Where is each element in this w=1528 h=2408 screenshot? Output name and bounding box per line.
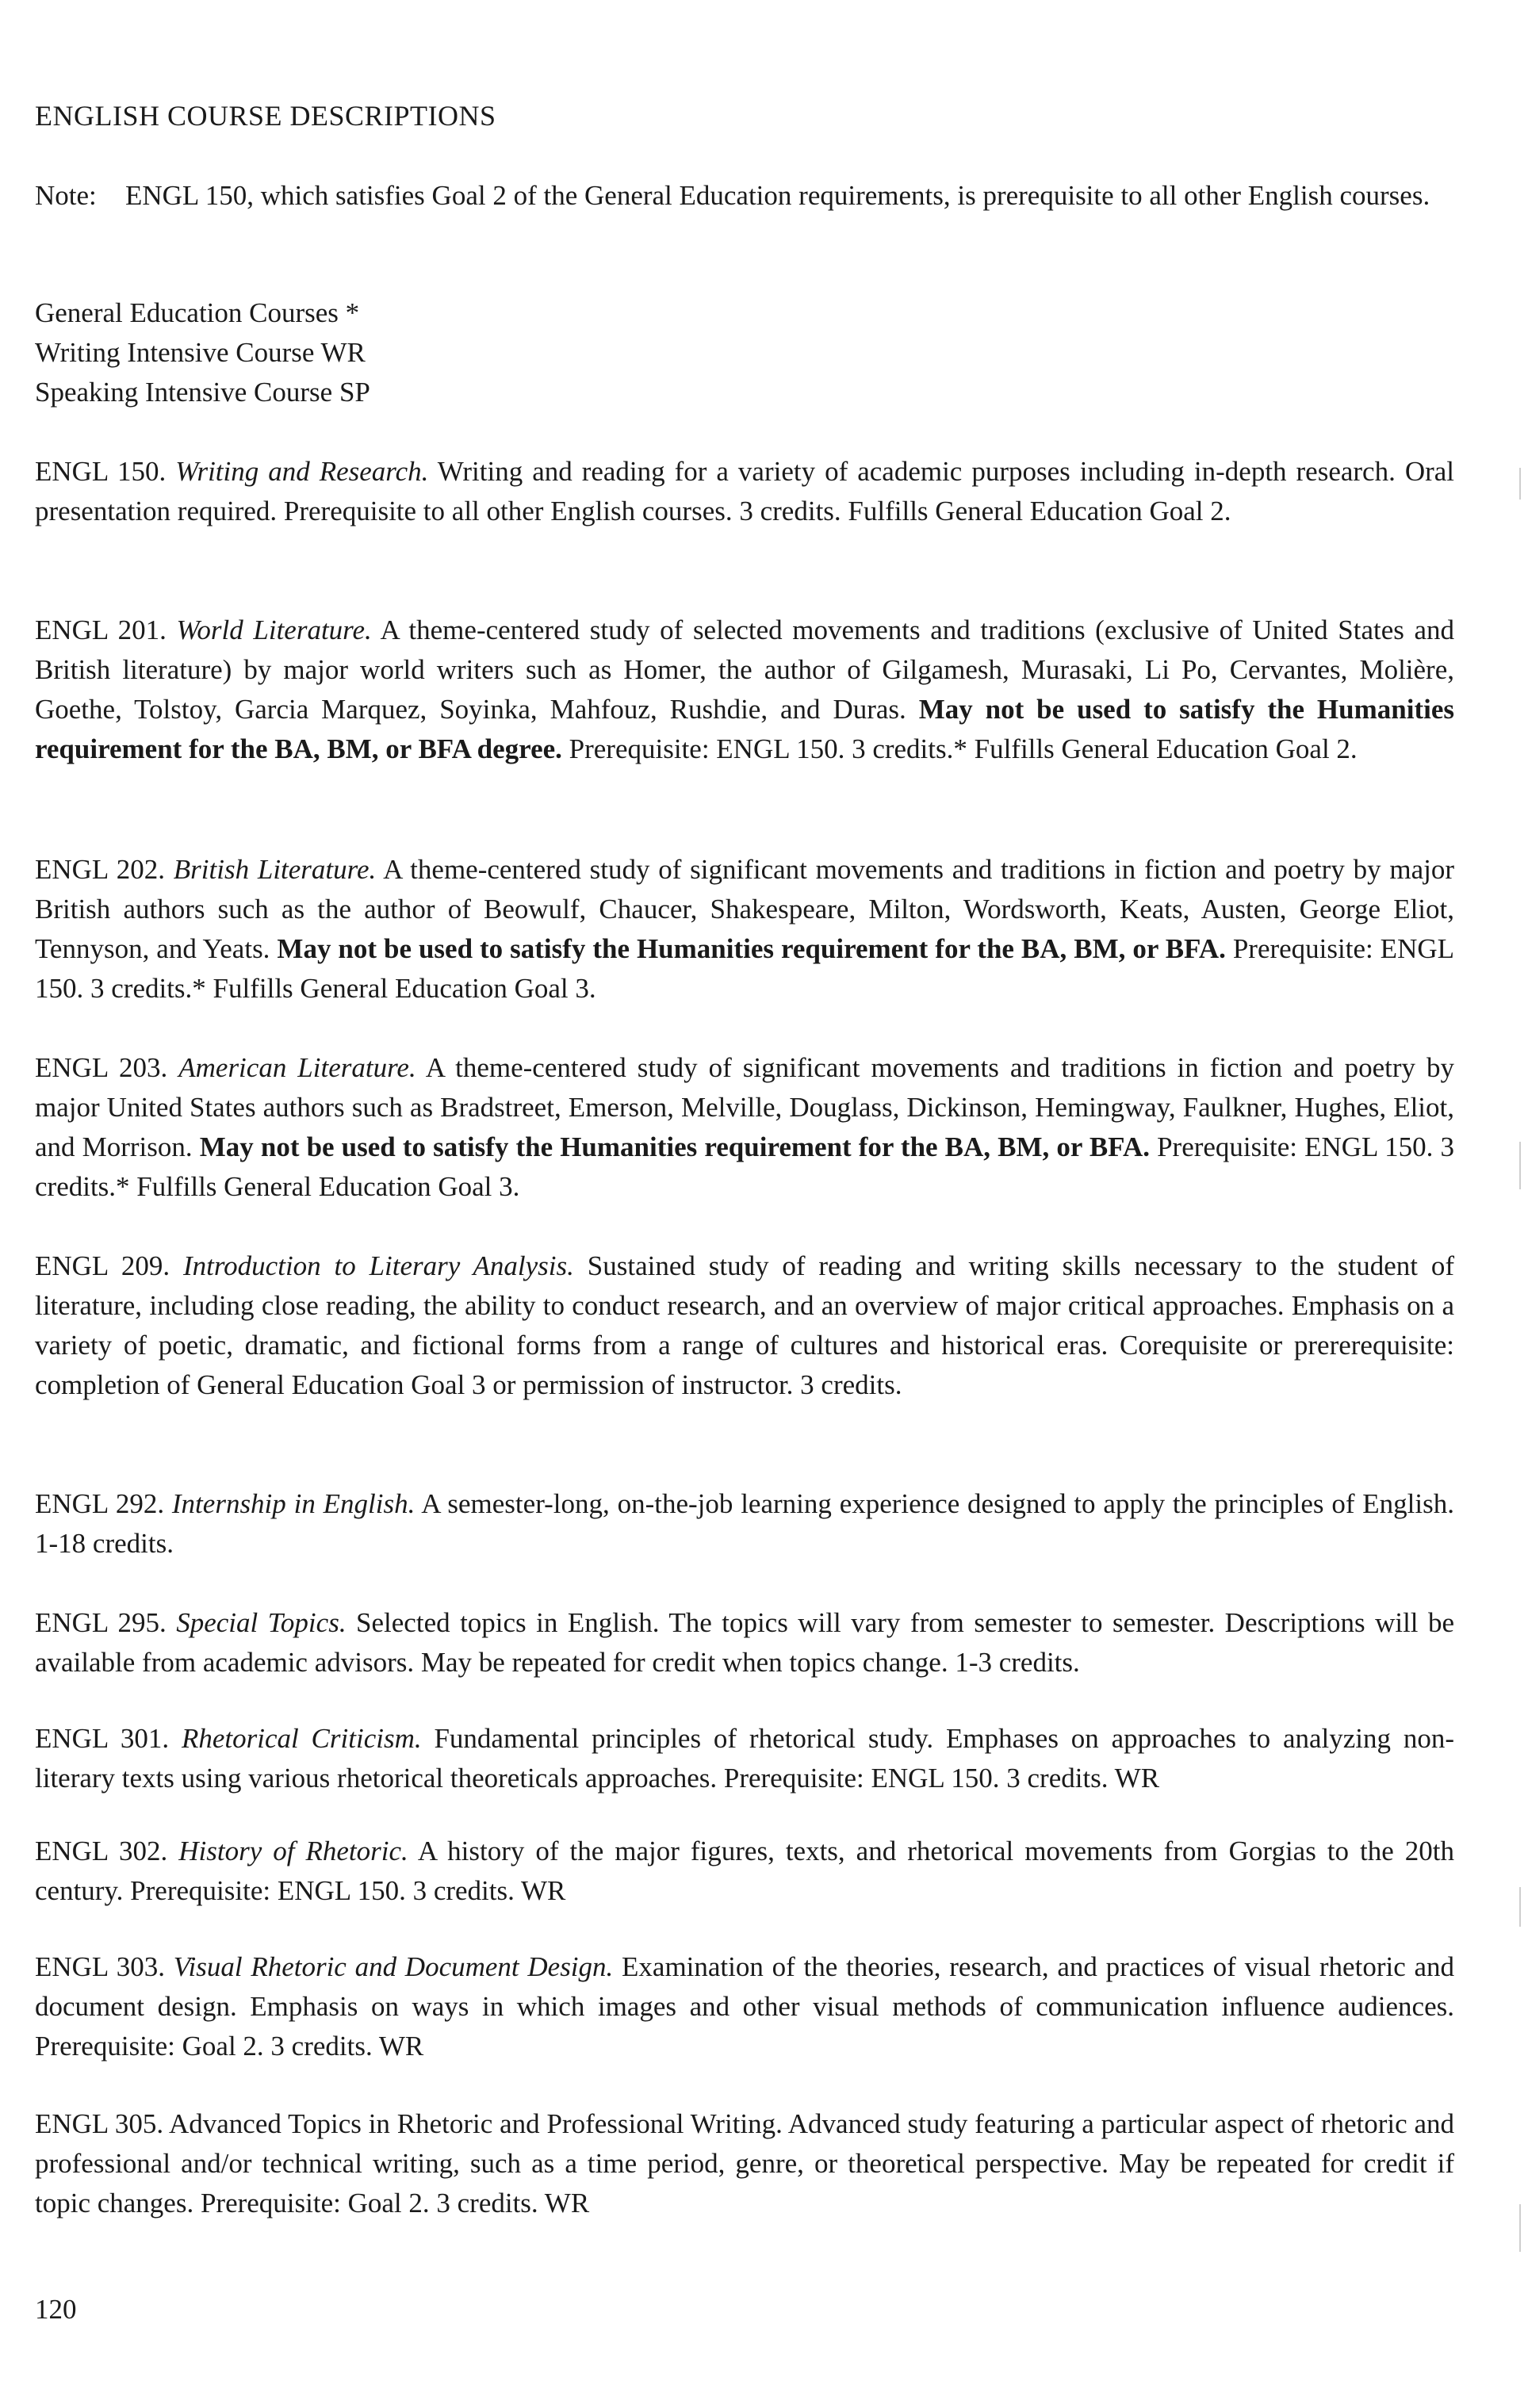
course-code: ENGL 295.: [35, 1607, 167, 1638]
page-title: ENGLISH COURSE DESCRIPTIONS: [35, 100, 496, 132]
course-prerequisite: Prerequisite: ENGL 150. 3 credits.* Fulfills General Education Goal 2.: [569, 733, 1358, 764]
course-title: Internship in English.: [171, 1488, 416, 1519]
course-entry-engl-203: [35, 1048, 1454, 1207]
course-entry-engl-301: [35, 1719, 1454, 1798]
course-title: Visual Rhetoric and Document Design.: [173, 1951, 614, 1982]
course-title: World Literature.: [176, 614, 372, 645]
course-prerequisite: Prerequisite: ENGL 150. 3 credits.* Fulfills General Education Goal 3.: [35, 1131, 1454, 1202]
course-description: A history of the major figures, texts, and rhetorical movements from Gorgias to the 20th century. Prerequisite: ENGL 150. 3 credits. WR: [35, 1836, 1455, 1906]
scan-artifact: [1519, 1887, 1521, 1927]
course-code: ENGL 209.: [35, 1250, 170, 1281]
course-description: Fundamental principles of rhetorical study. Emphases on approaches to analyzing non-literary texts using various rhetorical theoreticals approaches. Prerequisite: ENGL 150. 3 credits. WR: [35, 1723, 1455, 1794]
course-code: ENGL 202.: [35, 854, 166, 885]
course-title: Rhetorical Criticism.: [181, 1723, 422, 1754]
course-description: Sustained study of reading and writing skills necessary to the student of literature, including close reading, the ability to conduct research, and an overview of major critical approaches. Emphasis on a variety of poetic, dramatic, and fictional forms from a range of cultures and historical eras. Corequisite or prererequisite: completion of General Education Goal 3 or permission of instructor. 3 credits.: [35, 1250, 1455, 1400]
course-entry-engl-209: [35, 1246, 1454, 1405]
course-description: Writing and reading for a variety of academic purposes including in-depth research. Oral presentation required. Prerequisite to all other English courses. 3 credits. Fulfills General Education Goal 2.: [35, 456, 1455, 526]
legend-item-speaking-intensive: Speaking Intensive Course SP: [35, 377, 370, 408]
course-title: Introduction to Literary Analysis.: [182, 1250, 574, 1281]
scan-artifact: [1519, 1142, 1521, 1189]
course-code: ENGL 305.: [35, 2108, 164, 2139]
legend: [35, 293, 370, 412]
note-label: Note:: [35, 180, 97, 211]
course-entry-engl-150: [35, 452, 1454, 531]
scan-artifact: [1519, 2204, 1521, 2252]
course-code: ENGL 201.: [35, 614, 167, 645]
course-entry-engl-292: [35, 1484, 1454, 1564]
course-entry-engl-202: [35, 850, 1454, 1009]
course-description: A theme-centered study of significant movements and traditions in fiction and poetry by major United States authors such as Bradstreet, Emerson, Melville, Douglass, Dickinson, Hemingway, Faulkner, Hughes, Eliot, and Morrison.: [35, 1052, 1455, 1162]
course-title: History of Rhetoric.: [178, 1836, 408, 1866]
legend-item-general-education: General Education Courses *: [35, 297, 360, 328]
course-title: Special Topics.: [176, 1607, 347, 1638]
scan-artifact: [1519, 468, 1521, 500]
course-code: ENGL 203.: [35, 1052, 168, 1083]
course-code: ENGL 301.: [35, 1723, 170, 1754]
course-entry-engl-295: [35, 1603, 1454, 1683]
course-description: A theme-centered study of selected movements and traditions (exclusive of United States and British literature) by major world writers such as Homer, the author of Gilgamesh, Murasaki, Li Po, Cervantes, Molière, Goethe, Tolstoy, Garcia Marquez, Soyinka, Mahfouz, Rushdie, and Duras.: [35, 614, 1454, 725]
course-description: Examination of the theories, research, and practices of visual rhetoric and document design. Emphasis on ways in which images and other visual methods of communication influence audiences. Prerequisite: Goal 2. 3 credits. WR: [35, 1951, 1454, 2062]
course-restriction: May not be used to satisfy the Humanities requirement for the BA, BM, or BFA.: [277, 933, 1226, 964]
catalog-page: [35, 0, 1454, 2408]
legend-item-writing-intensive: Writing Intensive Course WR: [35, 337, 366, 368]
course-restriction: May not be used to satisfy the Humanities requirement for the BA, BM, or BFA degree.: [35, 694, 1454, 764]
course-title: British Literature.: [173, 854, 377, 885]
course-title: Writing and Research.: [175, 456, 429, 487]
course-code: ENGL 303.: [35, 1951, 165, 1982]
course-description: Advanced Topics in Rhetoric and Professional Writing. Advanced study featuring a particular aspect of rhetoric and professional and/or technical writing, such as a time period, genre, or theoretical perspective. May be repeated for credit if topic changes. Prerequisite: Goal 2. 3 credits. WR: [35, 2108, 1455, 2218]
note-block: [35, 176, 1454, 216]
course-restriction: May not be used to satisfy the Humanities requirement for the BA, BM, or BFA.: [199, 1131, 1150, 1162]
course-description: Selected topics in English. The topics will vary from semester to semester. Descriptions will be available from academic advisors. May be repeated for credit when topics change. 1-3 credits.: [35, 1607, 1455, 1678]
course-description: A theme-centered study of significant movements and traditions in fiction and poetry by major British authors such as the author of Beowulf, Chaucer, Shakespeare, Milton, Wordsworth, Keats, Austen, George Eliot, Tennyson, and Yeats.: [35, 854, 1454, 964]
course-entry-engl-201: [35, 611, 1454, 769]
course-entry-engl-302: [35, 1832, 1454, 1911]
page-number: 120: [35, 2294, 77, 2325]
course-code: ENGL 150.: [35, 456, 167, 487]
course-entry-engl-303: [35, 1947, 1454, 2066]
course-code: ENGL 302.: [35, 1836, 168, 1866]
course-prerequisite: Prerequisite: ENGL 150. 3 credits.* Fulfills General Education Goal 3.: [35, 933, 1454, 1004]
course-title: American Literature.: [178, 1052, 416, 1083]
course-code: ENGL 292.: [35, 1488, 165, 1519]
course-description: A semester-long, on-the-job learning experience designed to apply the principles of English. 1-18 credits.: [35, 1488, 1454, 1559]
note-text: ENGL 150, which satisfies Goal 2 of the General Education requirements, is prerequisite to all other English courses.: [125, 180, 1430, 211]
course-entry-engl-305: [35, 2104, 1454, 2223]
